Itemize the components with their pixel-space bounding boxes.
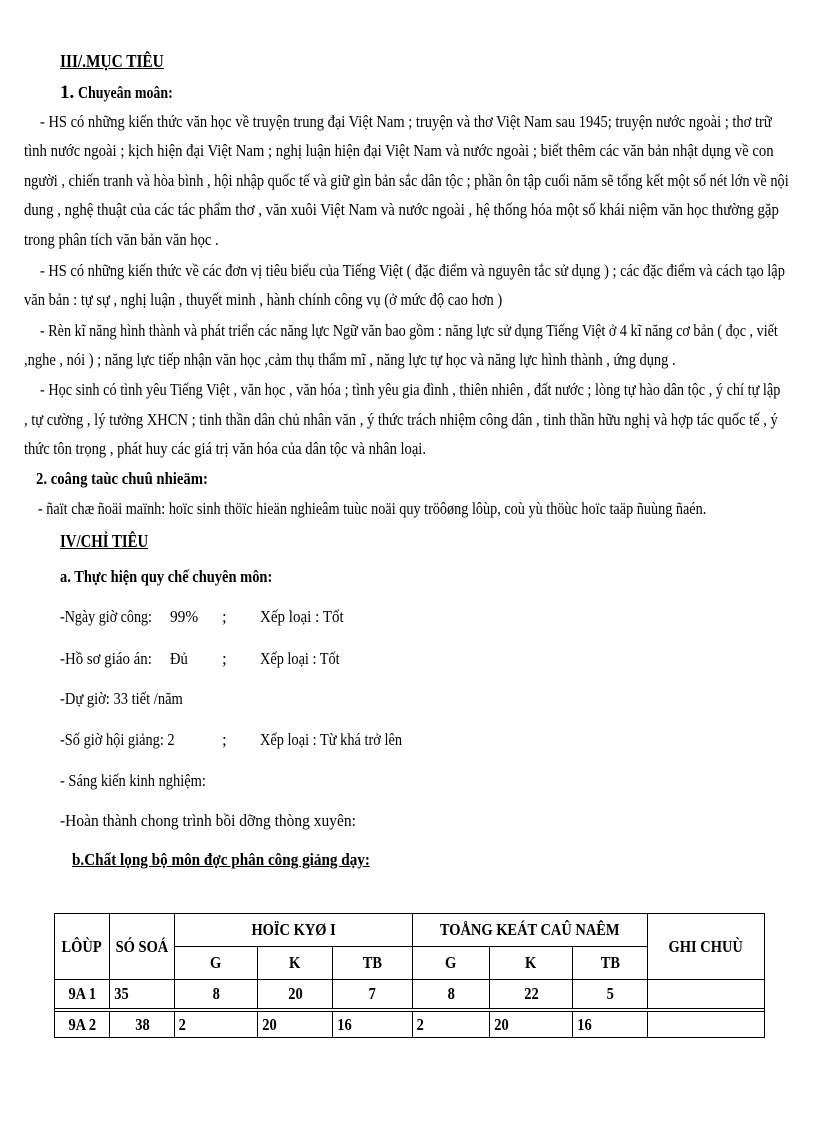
target-rating: Xếp loại : Tốt	[260, 607, 344, 626]
cell-hk-tb: 7	[332, 979, 413, 1009]
paragraph-line: dung , nghệ thuật của các tác phẩm thơ , văn xuôi Việt Nam và nước ngoài , hệ thống hóa một số khái niệm văn học thường gặp	[24, 200, 779, 219]
cell-tk-tb: 5	[572, 979, 648, 1009]
section-heading-muc-tieu: III/.MỤC TIÊU	[60, 51, 164, 71]
cell-so-so: 38	[109, 1011, 175, 1038]
target-rating: Xếp loại : Từ khá trở lên	[260, 730, 403, 749]
header-tk-k: K	[489, 946, 573, 980]
header-ghi-chu: GHI CHUÙ	[647, 913, 765, 980]
paragraph-line: - HS có những kiến thức văn học về truyện trung đại Việt Nam ; truyện và thơ Việt Nam sau 1945; truyện nước ngoài ; thơ trữ	[40, 112, 772, 131]
subsection-chu-nhiem: 2. coâng taùc chuû nhieäm:	[36, 469, 208, 488]
subsection-chat-luong: b.Chất lọng bộ môn đợc phân công giảng dạy:	[72, 850, 370, 869]
header-tk-tb: TB	[572, 946, 648, 980]
cell-tk-k: 22	[489, 979, 573, 1009]
cell-lop: 9A 2	[54, 1011, 110, 1038]
paragraph-line: thức tôn trọng , phát huy các giá trị văn hóa của dân tộc và nhân loại.	[24, 439, 426, 458]
paragraph-line: , tự cường , lý tưởng XHCN ; tinh thần dân chủ nhân văn , ý thức trách nhiệm công dân , tinh thần hữu nghị và hợp tác quốc tế , ý	[24, 410, 778, 429]
cell-tk-k: 20	[489, 1011, 573, 1038]
target-label: -Hồ sơ giáo án:	[60, 649, 152, 668]
cell-hk-g: 8	[174, 979, 258, 1009]
target-label: - Sáng kiến kinh nghiệm:	[60, 771, 206, 790]
header-so-so: SÓ SOÁ	[109, 913, 175, 980]
subsection-quy-che: a. Thực hiện quy chế chuyên môn:	[60, 567, 273, 586]
paragraph-line: - Học sinh có tình yêu Tiếng Việt , văn học , văn hóa ; tình yêu gia đình , thiên nhiên , đất nước ; lòng tự hào dân tộc , ý chí tự lập	[40, 380, 781, 399]
cell-tk-tb: 16	[572, 1011, 648, 1038]
target-label: -Hoàn thành chong trình bồi dỡng thòng xuyên:	[60, 811, 356, 830]
header-lop: LÔÙP	[54, 913, 110, 980]
subsection-number: 1.	[60, 82, 75, 103]
paragraph-line: - ñaït chæ ñoäi maïnh: hoïc sinh thöïc hieän nghieâm tuùc noäi quy tröôøng lôùp, coù yù thöùc hoïc taäp ñuùng ñaén.	[38, 499, 707, 518]
cell-hk-tb: 16	[332, 1011, 413, 1038]
subsection-chuyen-mon: Chuyeân moân:	[78, 83, 173, 102]
target-separator: ;	[222, 649, 227, 668]
header-tong-ket: TOÅNG KEÁT CAÛ NAÊM	[412, 913, 648, 947]
paragraph-line: người , chiến tranh và hòa bình , hội nhập quốc tế và giữ gìn bản sắc dân tộc ; phần ôn tập cuối năm sẽ tổng kết một số nét lớn về nội	[24, 171, 789, 190]
target-label: -Số giờ hội giảng: 2	[60, 730, 175, 749]
target-separator: ;	[222, 730, 227, 749]
target-rating: Xếp loại : Tốt	[260, 649, 340, 668]
cell-so-so: 35	[109, 979, 175, 1009]
header-hk-tb: TB	[332, 946, 413, 980]
header-hoc-ky: HOÏC KYØ I	[174, 913, 413, 947]
paragraph-line: ,nghe , nói ) ; năng lực tiếp nhận văn học ,cảm thụ thẩm mĩ , năng lực tự học và năng lực hình thành , ứng dụng .	[24, 350, 676, 369]
cell-tk-g: 2	[412, 1011, 490, 1038]
cell-hk-g: 2	[174, 1011, 258, 1038]
section-heading-chi-tieu: IV/CHỈ TIÊU	[60, 531, 149, 551]
cell-lop: 9A 1	[54, 979, 110, 1009]
target-value: 99%	[170, 607, 199, 626]
cell-hk-k: 20	[257, 1011, 333, 1038]
cell-ghi-chu	[647, 979, 765, 1009]
paragraph-line: trong phân tích văn bản văn học .	[24, 230, 219, 249]
target-separator: ;	[222, 607, 227, 626]
header-hk-k: K	[257, 946, 333, 980]
cell-tk-g: 8	[412, 979, 490, 1009]
target-label: -Ngày giờ công:	[60, 607, 152, 626]
target-label: -Dự giờ: 33 tiết /năm	[60, 689, 183, 708]
cell-hk-k: 20	[257, 979, 333, 1009]
paragraph-line: - Rèn kĩ năng hình thành và phát triển các năng lực Ngữ văn bao gồm : năng lực sử dụng Tiếng Việt ở 4 kĩ năng cơ bản ( đọc , viết	[40, 321, 778, 340]
cell-ghi-chu	[647, 1011, 765, 1038]
target-value: Đủ	[170, 649, 188, 668]
header-tk-g: G	[412, 946, 490, 980]
paragraph-line: tình nước ngoài ; kịch hiện đại Việt Nam ; nghị luận hiện đại Việt Nam và nước ngoài ; biết thêm các văn bản nhật dụng về con	[24, 141, 774, 160]
paragraph-line: - HS có những kiến thức về các đơn vị tiêu biểu của Tiếng Việt ( đặc điểm và nguyên tắc sử dụng ) ; các đặc điểm và cách tạo lập	[40, 261, 785, 280]
paragraph-line: văn bản : tự sự , nghị luận , thuyết minh , hành chính công vụ (ở mức độ cao hơn )	[24, 290, 503, 309]
header-hk-g: G	[174, 946, 258, 980]
